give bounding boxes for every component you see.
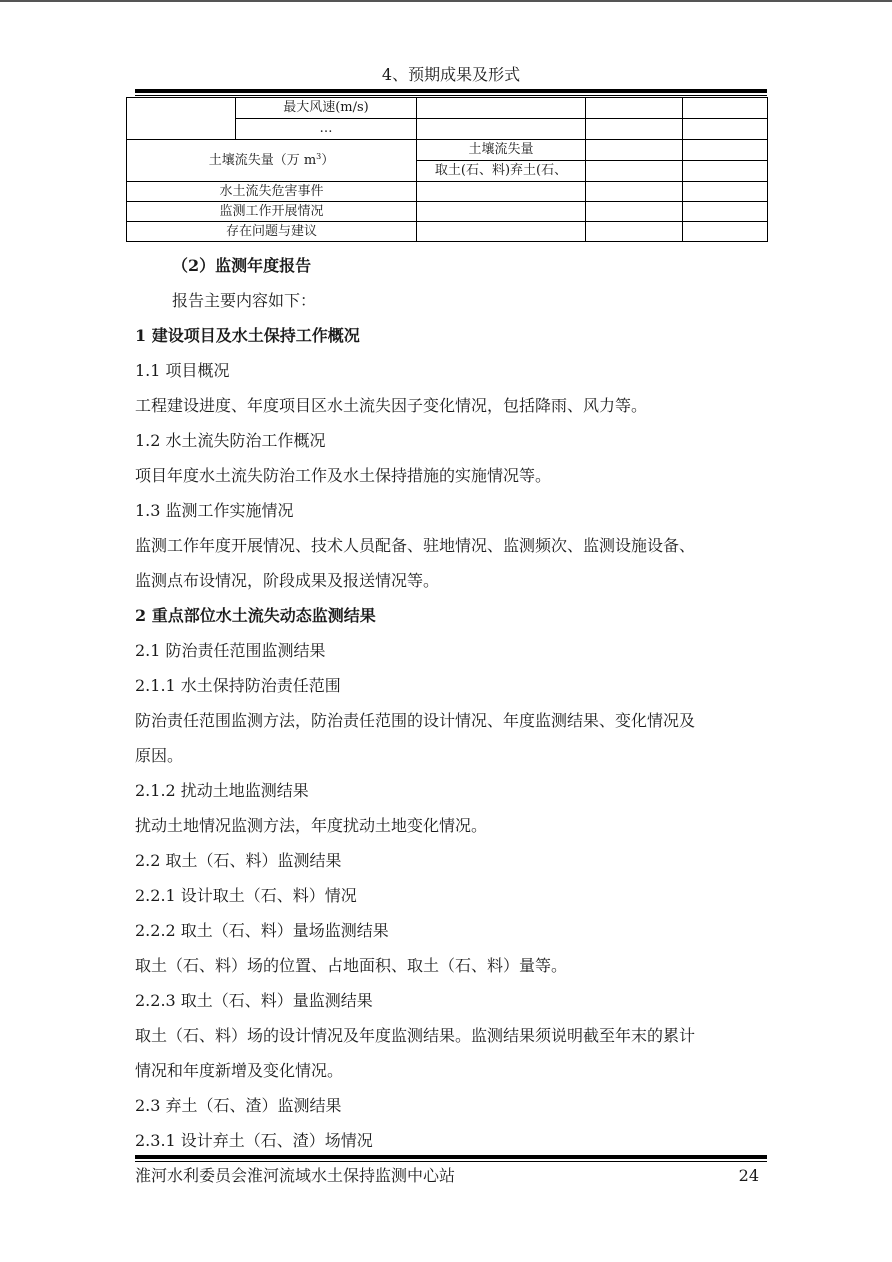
- subsection-heading: 2.2.3 取土（石、料）量监测结果: [135, 991, 373, 1010]
- table-row: [127, 182, 768, 202]
- table-cell-blank: [683, 119, 768, 140]
- subsection-heading: 1.2 水土流失防治工作概况: [135, 431, 326, 450]
- subsection-heading: 2.2.1 设计取土（石、料）情况: [135, 886, 357, 905]
- table-cell-blank: [683, 222, 768, 242]
- paragraph: 扰动土地情况监测方法，年度扰动土地变化情况。: [135, 816, 488, 835]
- table-cell-blank: [586, 161, 683, 182]
- section-heading: 2 重点部位水土流失动态监测结果: [135, 606, 376, 625]
- footer-organization: 淮河水利委员会淮河流域水土保持监测中心站: [135, 1166, 456, 1185]
- soil-loss-label: 土壤流失量（万 $m^3$）: [127, 140, 417, 182]
- paragraph: 项目年度水土流失防治工作及水土保持措施的实施情况等。: [135, 466, 552, 485]
- table-cell-blank: [417, 119, 586, 140]
- header-rule-thick: [135, 89, 767, 93]
- table-row: [127, 202, 768, 222]
- running-header: 4、预期成果及形式: [381, 65, 521, 84]
- section-heading: 1 建设项目及水土保持工作概况: [135, 326, 360, 345]
- table-cell-blank: [586, 222, 683, 242]
- paragraph: 防治责任范围监测方法，防治责任范围的设计情况、年度监测结果、变化情况及: [135, 711, 696, 730]
- borrow-spoil-label: 取土(石、料)弃土(石、: [417, 161, 586, 182]
- paragraph: 监测点布设情况，阶段成果及报送情况等。: [135, 571, 440, 590]
- table-cell-blank: [417, 98, 586, 119]
- table-row: [127, 98, 768, 119]
- table-cell-blank: [417, 222, 586, 242]
- subsection-heading: 1.3 监测工作实施情况: [135, 501, 294, 520]
- subsection-heading: 2.2.2 取土（石、料）量场监测结果: [135, 921, 389, 940]
- table-cell-blank: [127, 98, 236, 140]
- footer-rule-thin: [135, 1161, 767, 1162]
- table-cell-blank: [683, 140, 768, 161]
- subsection-heading: 2.1.2 扰动土地监测结果: [135, 781, 309, 800]
- table-cell-blank: [683, 98, 768, 119]
- soil-loss-sub-label: 土壤流失量: [417, 140, 586, 161]
- table-cell-blank: [683, 182, 768, 202]
- monitoring-table: [126, 97, 768, 242]
- table-cell-blank: [586, 202, 683, 222]
- paragraph: 报告主要内容如下：: [172, 291, 317, 310]
- section-heading: （2）监测年度报告: [172, 256, 312, 275]
- problems-label: 存在问题与建议: [127, 222, 417, 242]
- paragraph: 工程建设进度、年度项目区水土流失因子变化情况，包括降雨、风力等。: [135, 396, 648, 415]
- page-number: 24: [738, 1166, 759, 1185]
- footer-rule-thick: [135, 1155, 767, 1159]
- page-top-border: [0, 0, 892, 2]
- table-cell-blank: [586, 140, 683, 161]
- table-row: [127, 222, 768, 242]
- paragraph: 情况和年度新增及变化情况。: [135, 1061, 344, 1080]
- paragraph: 原因。: [135, 746, 184, 765]
- table-row: [127, 140, 768, 161]
- wind-speed-label: 最大风速(m/s): [236, 98, 417, 119]
- table-cell-blank: [417, 202, 586, 222]
- paragraph: 取土（石、料）场的位置、占地面积、取土（石、料）量等。: [135, 956, 568, 975]
- table-cell-blank: [586, 98, 683, 119]
- table-cell-blank: [586, 119, 683, 140]
- table-cell-blank: [586, 182, 683, 202]
- paragraph: 监测工作年度开展情况、技术人员配备、驻地情况、监测频次、监测设施设备、: [135, 536, 696, 555]
- header-rule-thin: [135, 95, 767, 96]
- hazard-label: 水土流失危害事件: [127, 182, 417, 202]
- subsection-heading: 2.1.1 水土保持防治责任范围: [135, 676, 341, 695]
- subsection-heading: 2.3.1 设计弃土（石、渣）场情况: [135, 1131, 373, 1150]
- table-cell-blank: [683, 161, 768, 182]
- ellipsis-cell: …: [236, 119, 417, 140]
- paragraph: 取土（石、料）场的设计情况及年度监测结果。监测结果须说明截至年末的累计: [135, 1026, 696, 1045]
- subsection-heading: 2.1 防治责任范围监测结果: [135, 641, 326, 660]
- subsection-heading: 1.1 项目概况: [135, 361, 230, 380]
- subsection-heading: 2.3 弃土（石、渣）监测结果: [135, 1096, 342, 1115]
- subsection-heading: 2.2 取土（石、料）监测结果: [135, 851, 342, 870]
- table-cell-blank: [417, 182, 586, 202]
- table-cell-blank: [683, 202, 768, 222]
- work-progress-label: 监测工作开展情况: [127, 202, 417, 222]
